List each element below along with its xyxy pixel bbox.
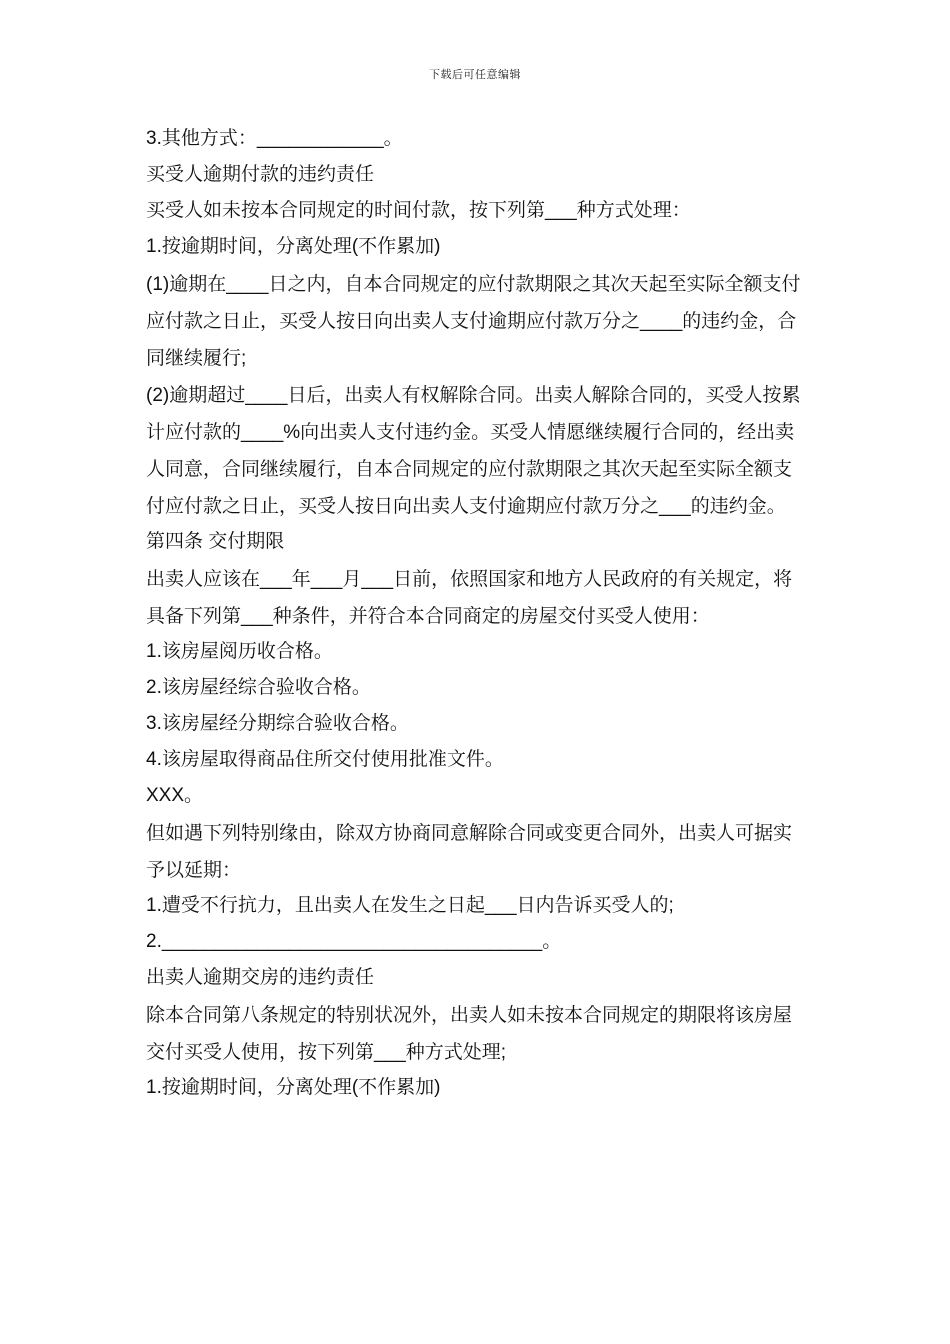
page-header: 下载后可任意编辑 [429,68,521,81]
document-body [146,122,810,1107]
paragraph: 但如遇下列特别缘由，除双方协商同意解除合同或变更合同外，出卖人可据实予以延期： [146,823,793,881]
section-heading: 出卖人逾期交房的违约责任 [146,967,375,988]
paragraph: 1.按逾期时间，分离处理(不作累加) [146,236,441,257]
paragraph: 除本合同第八条规定的特别状况外，出卖人如未按本合同规定的期限将该房屋交付买受人使用，按下列第___种方式处理; [146,1005,793,1063]
paragraph: (2)逾期超过____日后，出卖人有权解除合同。出卖人解除合同的，买受人按累计应付款的____%向出卖人支付违约金。买受人情愿继续履行合同的，经出卖人同意，合同继续履行，自本合同规定的应付款期限之其次天起至实际全额支付应付款之日止，买受人按日向出卖人支付逾期应付款万分之___的违约金。 [146,385,801,517]
list-item: 2.____________________________________。 [146,931,562,952]
section-heading: 买受人逾期付款的违约责任 [146,164,375,185]
list-item: 3.该房屋经分期综合验收合格。 [146,713,409,734]
list-item: 2.该房屋经综合验收合格。 [146,677,371,698]
paragraph: XXX。 [146,785,204,806]
paragraph: 3.其他方式：____________。 [146,128,403,149]
paragraph: 买受人如未按本合同规定的时间付款，按下列第___种方式处理： [146,200,691,221]
paragraph: (1)逾期在____日之内，自本合同规定的应付款期限之其次天起至实际全额支付应付款之日止，买受人按日向出卖人支付逾期应付款万分之____的违约金，合同继续履行; [146,274,801,369]
list-item: 4.该房屋取得商品住所交付使用批准文件。 [146,749,504,770]
list-item: 1.遭受不行抗力，且出卖人在发生之日起___日内告诉买受人的; [146,895,674,916]
article-heading: 第四条 交付期限 [146,531,285,552]
list-item: 1.该房屋阅历收合格。 [146,641,333,662]
paragraph: 出卖人应该在___年___月___日前，依照国家和地方人民政府的有关规定，将具备下列第___种条件，并符合本合同商定的房屋交付买受人使用： [146,569,793,627]
paragraph: 1.按逾期时间，分离处理(不作累加) [146,1077,441,1098]
